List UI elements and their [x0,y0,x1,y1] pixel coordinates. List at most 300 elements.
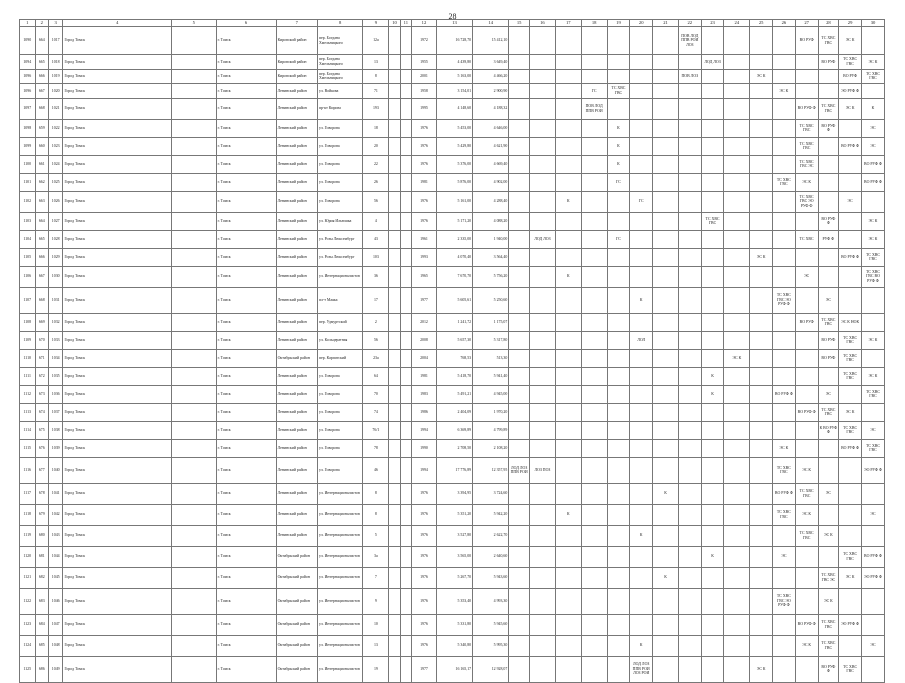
table-cell [818,84,839,99]
table-cell: ПОВ ЛОЗ [678,69,701,84]
table-cell [773,313,796,331]
table-cell [607,287,630,313]
table-cell: ЛОД ЛОЗ ППВ РОИ ЛОЗ РОИ [630,656,653,682]
table-cell [172,588,216,614]
table-cell: Город Томск [63,230,172,248]
table-cell: г. Томск [216,421,276,439]
column-number: 13 [436,20,472,27]
table-cell: 2004 [412,349,437,367]
table-cell [509,55,530,70]
table-cell [724,212,750,230]
table-cell [678,439,701,457]
table-cell [773,212,796,230]
table-cell: г. Томск [216,119,276,137]
table-cell: 5 267,70 [436,567,472,588]
table-cell [509,439,530,457]
table-cell: 1976 [412,155,437,173]
table-cell: 5 418,70 [436,367,472,385]
table-cell [653,349,679,367]
table-row [20,119,885,137]
table-cell: г. Томск [216,331,276,349]
table-cell [581,349,607,367]
table-cell [529,403,555,421]
table-cell: г. Томск [216,385,276,403]
table-cell [773,137,796,155]
table-cell: 8 [363,483,389,504]
table-cell: Кировский район [276,69,317,84]
table-cell: 4 148,60 [436,98,472,119]
table-cell [795,385,818,403]
table-cell: 1976 [412,119,437,137]
table-cell: 680 [35,525,48,546]
table-row [20,421,885,439]
table-cell [529,266,555,287]
table-row [20,525,885,546]
table-cell [678,248,701,266]
table-cell: Ленинский район [276,248,317,266]
table-cell: ул. Интернационалистов [317,504,363,525]
table-cell: ЭС [861,421,884,439]
table-cell: 1048 [48,635,62,656]
table-cell: 4 439,80 [436,55,472,70]
table-cell [773,155,796,173]
table-cell: ТС ХВС ГВС [701,212,724,230]
table-cell: Город Томск [63,69,172,84]
table-cell: 17 [363,287,389,313]
table-cell: ул. Говорова [317,119,363,137]
table-row [20,439,885,457]
column-number: 24 [724,20,750,27]
table-cell [607,313,630,331]
table-cell: ЭС [818,483,839,504]
table-cell [555,439,581,457]
table-cell [529,191,555,212]
table-cell [701,248,724,266]
table-cell: Ленинский район [276,385,317,403]
table-cell [555,331,581,349]
table-cell [653,367,679,385]
table-cell [529,98,555,119]
table-cell: 1034 [48,349,62,367]
table-cell: 36 [363,266,389,287]
table-cell: пер. Карпатский [317,349,363,367]
table-cell [701,69,724,84]
table-cell [555,55,581,70]
table-cell [581,287,607,313]
table-cell [555,567,581,588]
table-cell [509,230,530,248]
table-cell: 685 [35,635,48,656]
table-cell: 1958 [412,84,437,99]
table-cell: 513,30 [473,349,509,367]
table-cell: 1976 [412,504,437,525]
table-cell [795,367,818,385]
column-number: 6 [216,20,276,27]
table-cell: г. Томск [216,98,276,119]
table-cell: Ленинский район [276,287,317,313]
table-cell [795,439,818,457]
table-cell [773,248,796,266]
table-cell: 668 [35,98,48,119]
table-cell [529,331,555,349]
table-cell: ЛОЛ [630,331,653,349]
table-cell [555,212,581,230]
table-cell: 1955 [412,55,437,70]
table-cell [678,567,701,588]
column-number: 16 [529,20,555,27]
table-cell [795,55,818,70]
table-cell [607,439,630,457]
table-cell [529,119,555,137]
table-cell [861,403,884,421]
table-cell [172,421,216,439]
table-cell: Октябрьский район [276,656,317,682]
table-cell [555,27,581,55]
table-cell [172,55,216,70]
table-cell [172,69,216,84]
table-cell [607,567,630,588]
table-cell [795,69,818,84]
table-cell [400,635,411,656]
table-cell: г. Томск [216,287,276,313]
table-cell: ГС [607,173,630,191]
table-cell: ЭС К [750,69,773,84]
table-cell: ул. Говорова [317,457,363,483]
table-cell [389,155,400,173]
table-cell [750,313,773,331]
table-cell: 23а [363,349,389,367]
table-cell [701,656,724,682]
table-cell: 1976 [412,212,437,230]
table-cell [795,349,818,367]
table-cell: 3 724,60 [473,483,509,504]
table-cell [607,504,630,525]
table-cell [795,212,818,230]
table-cell: ЭС [795,266,818,287]
table-cell [750,173,773,191]
table-cell: Город Томск [63,287,172,313]
table-cell [389,367,400,385]
table-cell [607,483,630,504]
table-cell [750,504,773,525]
table-cell [724,614,750,635]
table-cell [630,137,653,155]
table-cell: Город Томск [63,504,172,525]
table-cell [750,84,773,99]
table-cell: 13 [363,55,389,70]
table-cell: 5 453,00 [436,119,472,137]
table-cell: 1044 [48,546,62,567]
table-cell: 2 900,90 [473,84,509,99]
table-cell [839,155,862,173]
table-cell [750,55,773,70]
table-cell: 1105 [20,248,36,266]
table-cell [630,119,653,137]
table-cell: Ленинский район [276,266,317,287]
table-cell: Ленинский район [276,421,317,439]
table-cell [555,635,581,656]
table-cell [389,84,400,99]
table-cell [750,137,773,155]
table-cell [861,287,884,313]
table-cell: 5 995,30 [473,635,509,656]
table-cell: ТС ХВС ГВС ЭО РУФ Ф [773,588,796,614]
table-cell [773,98,796,119]
table-cell: 1024 [48,155,62,173]
column-number: 23 [701,20,724,27]
table-cell: 13 [363,635,389,656]
table-cell: Город Томск [63,331,172,349]
table-cell: ул. Говорова [317,367,363,385]
table-cell: Ленинский район [276,98,317,119]
table-cell [701,266,724,287]
table-cell [773,525,796,546]
table-cell: 1976 [412,567,437,588]
table-cell [724,173,750,191]
table-cell: ВО РУФ Ф [818,119,839,137]
table-cell [389,119,400,137]
table-cell [555,173,581,191]
table-cell [773,349,796,367]
table-cell: г. Томск [216,546,276,567]
table-cell: 1042 [48,504,62,525]
table-cell: 679 [35,504,48,525]
table-cell [701,155,724,173]
table-cell: 1037 [48,403,62,421]
table-cell [607,546,630,567]
table-cell: 1109 [20,331,36,349]
table-cell: ГС [607,230,630,248]
table-cell [529,439,555,457]
table-cell: г. Томск [216,191,276,212]
table-cell [607,191,630,212]
table-cell [581,55,607,70]
table-cell: 1976 [412,191,437,212]
table-cell [529,173,555,191]
column-number: 20 [630,20,653,27]
table-cell: 4 902,00 [473,173,509,191]
table-cell: 678 [35,483,48,504]
table-cell [678,403,701,421]
table-cell: 3 564,40 [473,248,509,266]
table-cell [389,546,400,567]
table-cell [724,483,750,504]
table-cell: 1033 [48,331,62,349]
table-cell [607,457,630,483]
table-cell [678,457,701,483]
table-cell: ул. Интернационалистов [317,483,363,504]
table-cell [678,614,701,635]
table-cell: Город Томск [63,84,172,99]
table-cell [630,588,653,614]
table-cell: 669 [35,313,48,331]
table-cell [389,614,400,635]
table-cell: 1020 [48,84,62,99]
table-cell: ул. Интернационалистов [317,614,363,635]
table-cell: 1111 [20,367,36,385]
table-cell [750,421,773,439]
table-cell: 1 970,20 [473,403,509,421]
table-cell: 2001 [412,69,437,84]
table-cell: Город Томск [63,483,172,504]
table-cell [581,69,607,84]
table-cell [653,230,679,248]
table-cell [529,27,555,55]
table-cell [581,525,607,546]
column-number-row [20,20,885,27]
table-cell: ВО РУФ [818,349,839,367]
table-cell: 3 649,40 [473,55,509,70]
table-cell: 5 250,60 [473,287,509,313]
table-row [20,98,885,119]
table-cell [795,588,818,614]
table-cell [172,27,216,55]
table-cell: 5 351,20 [436,504,472,525]
table-cell: 664 [35,212,48,230]
table-cell: г. Томск [216,137,276,155]
table-cell [724,27,750,55]
table-row [20,385,885,403]
table-cell: 15 412,10 [473,27,509,55]
table-cell [389,191,400,212]
table-cell [795,287,818,313]
table-row [20,504,885,525]
table-cell: 20 [363,137,389,155]
table-cell [389,525,400,546]
table-cell: 5 491,21 [436,385,472,403]
table-cell: 2 640,60 [473,546,509,567]
table-cell: ул. Интернационалистов [317,266,363,287]
table-cell [653,155,679,173]
table-cell: пер. Богдана Хмельницкого [317,69,363,84]
table-cell [678,656,701,682]
table-cell: 5 [363,525,389,546]
table-cell [750,119,773,137]
table-cell [750,191,773,212]
table-cell: пер. Удмуртский [317,313,363,331]
table-cell: ЭС К [861,212,884,230]
table-cell [773,367,796,385]
table-cell [172,248,216,266]
table-cell [818,137,839,155]
table-cell: 56 [363,191,389,212]
table-cell: ВО РУФ Ф [818,212,839,230]
table-cell [701,84,724,99]
table-cell [750,635,773,656]
table-cell [400,656,411,682]
table-cell [509,349,530,367]
table-cell: ул. Юрия Ильюшка [317,212,363,230]
table-row [20,266,885,287]
table-cell [400,349,411,367]
table-cell [607,385,630,403]
table-cell: 672 [35,367,48,385]
table-cell [400,588,411,614]
table-cell: 1035 [48,367,62,385]
table-cell [555,403,581,421]
table-cell: Ленинский район [276,367,317,385]
table-cell [701,403,724,421]
table-cell [839,119,862,137]
table-cell [607,27,630,55]
table-cell: 5 317,80 [473,331,509,349]
table-cell: ЭС К [773,439,796,457]
table-cell [773,119,796,137]
table-cell [630,439,653,457]
table-cell: ул. Кольцератная [317,331,363,349]
table-cell: 677 [35,457,48,483]
table-cell [172,266,216,287]
table-cell [630,349,653,367]
table-cell: ул. Интернационалистов [317,525,363,546]
table-cell [389,349,400,367]
table-cell [724,588,750,614]
table-cell: 17 776,89 [436,457,472,483]
table-cell [581,483,607,504]
table-cell [839,173,862,191]
table-cell: Город Томск [63,367,172,385]
table-cell: ул. Говорова [317,439,363,457]
table-cell: 1981 [412,173,437,191]
table-cell: 19 [363,656,389,682]
table-cell: 1017 [48,27,62,55]
table-cell [701,191,724,212]
table-cell [607,98,630,119]
table-cell [529,421,555,439]
table-cell [509,403,530,421]
table-cell [750,385,773,403]
table-cell [389,212,400,230]
table-cell [653,457,679,483]
table-cell: ТС ХВС ГВС [839,656,862,682]
table-cell [509,137,530,155]
table-cell [529,155,555,173]
table-cell [750,614,773,635]
table-cell: г. Томск [216,349,276,367]
table-cell: 56 [363,331,389,349]
table-cell [581,403,607,421]
table-row [20,173,885,191]
table-cell: 1976 [412,525,437,546]
table-cell [678,483,701,504]
table-cell: ЭС К [795,504,818,525]
table-cell [701,483,724,504]
table-cell: 667 [35,84,48,99]
table-cell: 1101 [20,173,36,191]
table-cell: К [607,119,630,137]
table-cell [555,421,581,439]
table-cell [607,588,630,614]
table-cell [389,173,400,191]
table-cell: 1976 [412,546,437,567]
table-cell: К [607,155,630,173]
table-cell: 1124 [20,635,36,656]
table-cell: 1990 [412,439,437,457]
table-cell [581,567,607,588]
table-cell: 71 [363,84,389,99]
table-cell [724,546,750,567]
table-cell [773,403,796,421]
table-row [20,155,885,173]
table-cell: ЭО РУФ Ф [839,84,862,99]
table-cell [630,69,653,84]
table-cell [678,546,701,567]
table-cell: 74 [363,403,389,421]
table-cell: 1026 [48,191,62,212]
table-cell [581,635,607,656]
table-cell [818,367,839,385]
table-cell: г. Томск [216,635,276,656]
